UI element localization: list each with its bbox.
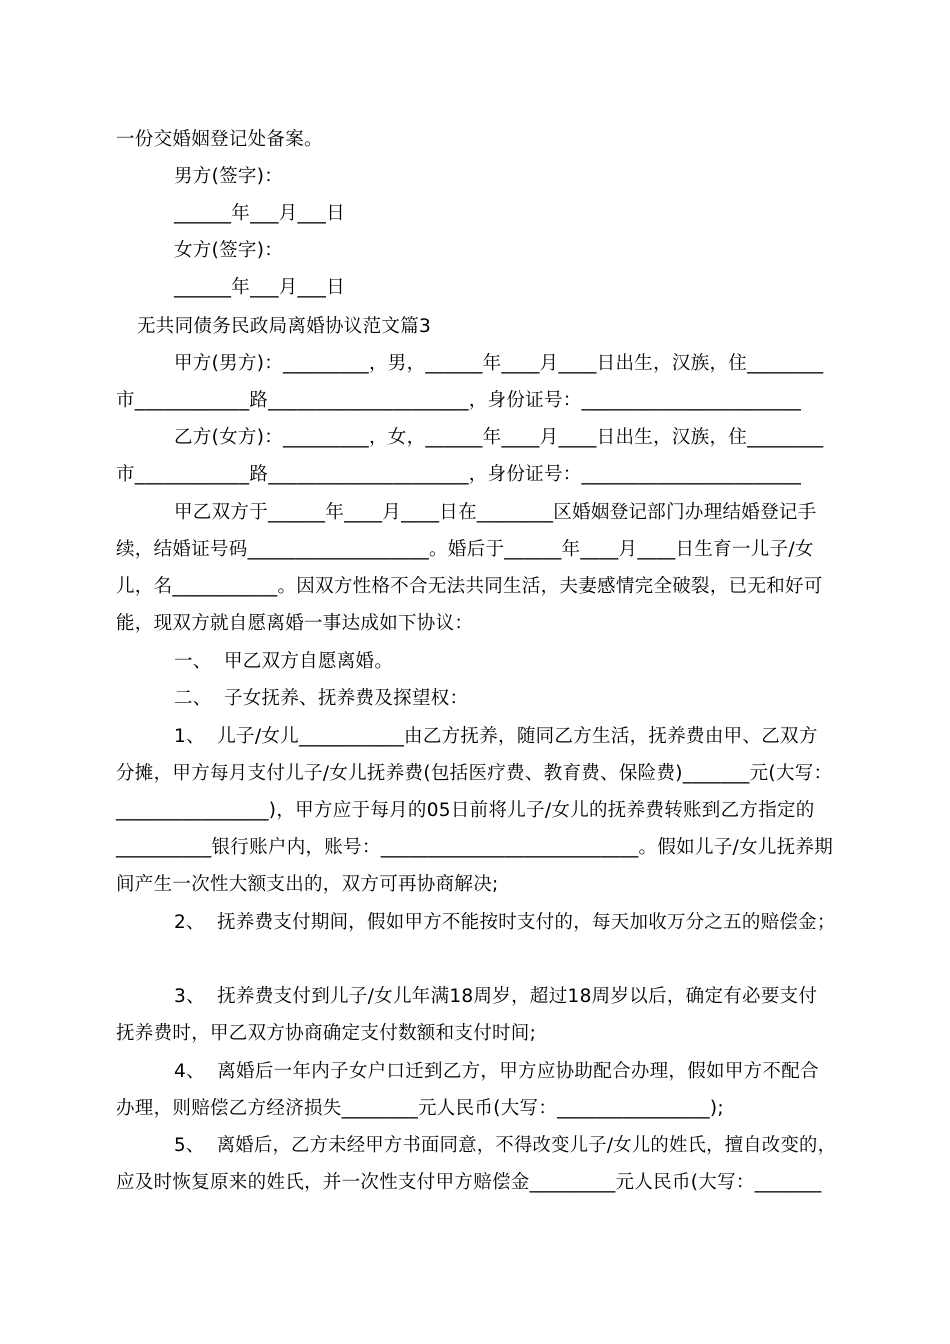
item-3-line: 抚养费时，甲乙双方协商确定支付数额和支付时间;	[116, 1023, 537, 1044]
item-2-line: 2、 抚养费支付期间，假如甲方不能按时支付的，每天加收万分之五的赔偿金；	[174, 912, 836, 933]
item-4-line: 4、 离婚后一年内子女户口迁到乙方，甲方应协助配合办理，假如甲方不配合	[174, 1061, 819, 1082]
female-signature-label: 女方(签字)：	[174, 240, 284, 261]
paragraph-line: 续，结婚证号码___________________。婚后于______年____月____日生育一儿子/女	[116, 539, 814, 560]
clause-two: 二、 子女抚养、抚养费及探望权：	[174, 688, 469, 709]
text-line: 一份交婚姻登记处备案。	[116, 129, 323, 150]
item-1-line: 间产生一次性大额支出的，双方可再协商解决;	[116, 874, 499, 895]
party-b-address-line: 市____________路_____________________，身份证号：_______________________	[116, 464, 802, 485]
item-1-line: 分摊，甲方每月支付儿子/女儿抚养费(包括医疗费、教育费、保险费)_______元(大写：	[116, 763, 833, 784]
item-1-line: ________________)，甲方应于每月的05日前将儿子/女儿的抚养费转账到乙方指定的	[116, 800, 815, 821]
item-1-line: __________银行账户内，账号：___________________________。假如儿子/女儿抚养期	[116, 837, 834, 858]
item-3-line: 3、 抚养费支付到儿子/女儿年满18周岁，超过18周岁以后，确定有必要支付	[174, 986, 818, 1007]
item-1-line: 1、 儿子/女儿___________由乙方抚养，随同乙方生活，抚养费由甲、乙双方	[174, 726, 818, 747]
paragraph-line: 能，现双方就自愿离婚一事达成如下协议：	[116, 613, 474, 634]
party-a-address-line: 市____________路_____________________，身份证号：_______________________	[116, 390, 802, 411]
item-4-line: 办理，则赔偿乙方经济损失________元人民币(大写：________________);	[116, 1098, 724, 1119]
party-b-line: 乙方(女方)：_________，女，______年____月____日出生，汉族，住________	[174, 427, 824, 448]
paragraph-line: 儿，名___________。因双方性格不合无法共同生活，夫妻感情完全破裂，已无和好可	[116, 576, 823, 597]
section-title: 无共同债务民政局离婚协议范文篇3	[137, 316, 432, 337]
male-signature-label: 男方(签字)：	[174, 166, 284, 187]
party-a-line: 甲方(男方)：_________，男，______年____月____日出生，汉族，住________	[174, 353, 824, 374]
paragraph-line: 甲乙双方于______年____月____日在________区婚姻登记部门办理结婚登记手	[174, 502, 817, 523]
male-signature-date: ______年___月___日	[174, 203, 346, 224]
item-5-line: 应及时恢复原来的姓氏，并一次性支付甲方赔偿金_________元人民币(大写：_______	[116, 1172, 822, 1193]
female-signature-date: ______年___月___日	[174, 277, 346, 298]
item-5-line: 5、 离婚后，乙方未经甲方书面同意，不得改变儿子/女儿的姓氏，擅自改变的，	[174, 1135, 837, 1156]
clause-one: 一、 甲乙双方自愿离婚。	[174, 651, 394, 672]
